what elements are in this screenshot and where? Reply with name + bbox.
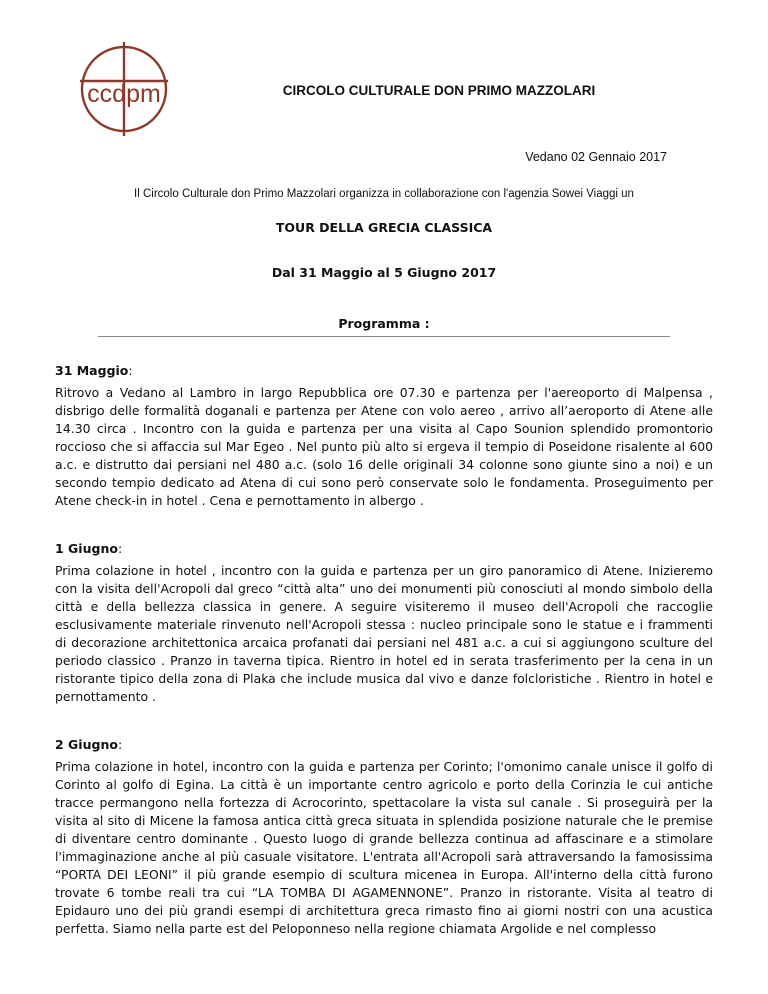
logo-lettering: ccdpm [87, 80, 161, 108]
day-label: 2 Giugno [55, 737, 118, 752]
tour-dates: Dal 31 Maggio al 5 Giugno 2017 [271, 265, 497, 280]
day-section: 1 Giugno: Prima colazione in hotel , incontro con la guida e partenza per un giro panoramico di Atene. Inizieremo con la visita dell'Acropoli dal greco “città alta” uno dei monumenti più conosciuti al mondo simbolo della città e della bellezza classica in genere. A seguire visiteremo il museo dell'Acropoli che raccoglie esclusivamente materiale rinvenuto nell'Acropoli stessa : nucleo principale sono le statue e i frammenti di decorazione architettonica arcaica profanati dai persiani nel 481 a.c. a cui si aggiungono sculture del periodo classico . Pranzo in taverna tipica. Rientro in hotel ed in serata trasferimento per la cena in un ristorante tipico della zona di Plaka che include musica dal vivo e danze folcloristiche . Rientro in hotel e pernottamento . [55, 541, 713, 704]
date-line: Vedano 02 Gennaio 2017 [525, 150, 667, 164]
tour-title: TOUR DELLA GRECIA CLASSICA [275, 220, 493, 235]
program-heading: Programma : [338, 316, 430, 331]
day-description: Prima colazione in hotel, incontro con la guida e partenza per Corinto; l'omonimo canale unisce il golfo di Corinto al golfo di Egina. La città è un importante centro agricolo e porto della Corinzia le cui antiche tracce permangono nella fortezza di Acrocorinto, spettacolare la vista sul canale . Si proseguirà per la visita al sito di Micene la famosa antica città greca situata in splendida posizione naturale che le premise di diventare centro dominante . Questo luogo di grande bellezza continua ad affascinare e a stimolare l'immaginazione anche al più casuale visitatore. L'entrata all'Acropoli sarà attraversando la famosissima “PORTA DEI LEONI” il più grande esempio di scultura micenea in Europa. All'interno della città furono trovate 6 tombe reali tra cui “LA TOMBA DI AGAMENNONE”. Pranzo in ristorante. Visita al teatro di Epidauro uno dei più grandi esempi di architettura greca rimasto fino ai giorni nostri con una acustica perfetta. Siamo nella parte est del Peloponneso nella regione chiamata Argolide e nel complesso [55, 759, 713, 936]
intro-text: Il Circolo Culturale don Primo Mazzolari organizza in collaborazione con l'agenzia Sowei Viaggi un [134, 188, 634, 200]
day-description: Ritrovo a Vedano al Lambro in largo Repubblica ore 07.30 e partenza per l'aereoporto di Malpensa , disbrigo delle formalità doganali e partenza per Atene con volo aereo , arrivo all’aeroporto di Atene alle 14.30 circa . Incontro con la guida e partenza per una visita al Capo Sounion splendido promontorio roccioso che si affaccia sul Mar Egeo . Nel punto più alto si ergeva il tempio di Poseidone risalente al 600 a.c. e distrutto dai persiani nel 480 a.c. (solo 16 delle originali 34 colonne sono giunte sino a noi) e un secondo tempio dedicato ad Atena di cui sono però conservate solo le fondamenta. Proseguimento per Atene check-in in hotel . Cena e pernottamento in albergo . [55, 385, 713, 508]
org-title: CIRCOLO CULTURALE DON PRIMO MAZZOLARI [282, 83, 596, 98]
day-section: 31 Maggio: Ritrovo a Vedano al Lambro in largo Repubblica ore 07.30 e partenza per l'aereoporto di Malpensa , disbrigo delle formalità doganali e partenza per Atene con volo aereo , arrivo all’aeroporto di Atene alle 14.30 circa . Incontro con la guida e partenza per una visita al Capo Sounion splendido promontorio roccioso che si affaccia sul Mar Egeo . Nel punto più alto si ergeva il tempio di Poseidone risalente al 600 a.c. e distrutto dai persiani nel 480 a.c. (solo 16 delle originali 34 colonne sono giunte sino a noi) e un secondo tempio dedicato ad Atena di cui sono però conservate solo le fondamenta. Proseguimento per Atene check-in in hotel . Cena e pernottamento in albergo . [55, 363, 713, 508]
program-content [55, 363, 713, 938]
day-label: 1 Giugno [55, 541, 118, 556]
divider [98, 336, 670, 337]
day-description: Prima colazione in hotel , incontro con la guida e partenza per un giro panoramico di Atene. Inizieremo con la visita dell'Acropoli dal greco “città alta” uno dei monumenti più conosciuti al mondo simbolo della città e della bellezza classica in genere. A seguire visiteremo il museo dell'Acropoli che raccoglie esclusivamente materiale rinvenuto nell'Acropoli stessa : nucleo principale sono le statue e i frammenti di decorazione architettonica arcaica profanati dai persiani nel 481 a.c. a cui si aggiungono sculture del periodo classico . Pranzo in taverna tipica. Rientro in hotel ed in serata trasferimento per la cena in un ristorante tipico della zona di Plaka che include musica dal vivo e danze folcloristiche . Rientro in hotel e pernottamento . [55, 563, 713, 704]
day-label: 31 Maggio [55, 363, 129, 378]
day-section: 2 Giugno: Prima colazione in hotel, incontro con la guida e partenza per Corinto; l'omonimo canale unisce il golfo di Corinto al golfo di Egina. La città è un importante centro agricolo e porto della Corinzia le cui antiche tracce permangono nella fortezza di Acrocorinto, spettacolare la vista sul canale . Si proseguirà per la visita al sito di Micene la famosa antica città greca situata in splendida posizione naturale che le premise di diventare centro dominante . Questo luogo di grande bellezza continua ad affascinare e a stimolare l'immaginazione anche al più casuale visitatore. L'entrata all'Acropoli sarà attraversando la famosissima “PORTA DEI LEONI” il più grande esempio di scultura micenea in Europa. All'interno della città furono trovate 6 tombe reali tra cui “LA TOMBA DI AGAMENNONE”. Pranzo in ristorante. Visita al teatro di Epidauro uno dei più grandi esempi di architettura greca rimasto fino ai giorni nostri con una acustica perfetta. Siamo nella parte est del Peloponneso nella regione chiamata Argolide e nel complesso [55, 737, 713, 936]
